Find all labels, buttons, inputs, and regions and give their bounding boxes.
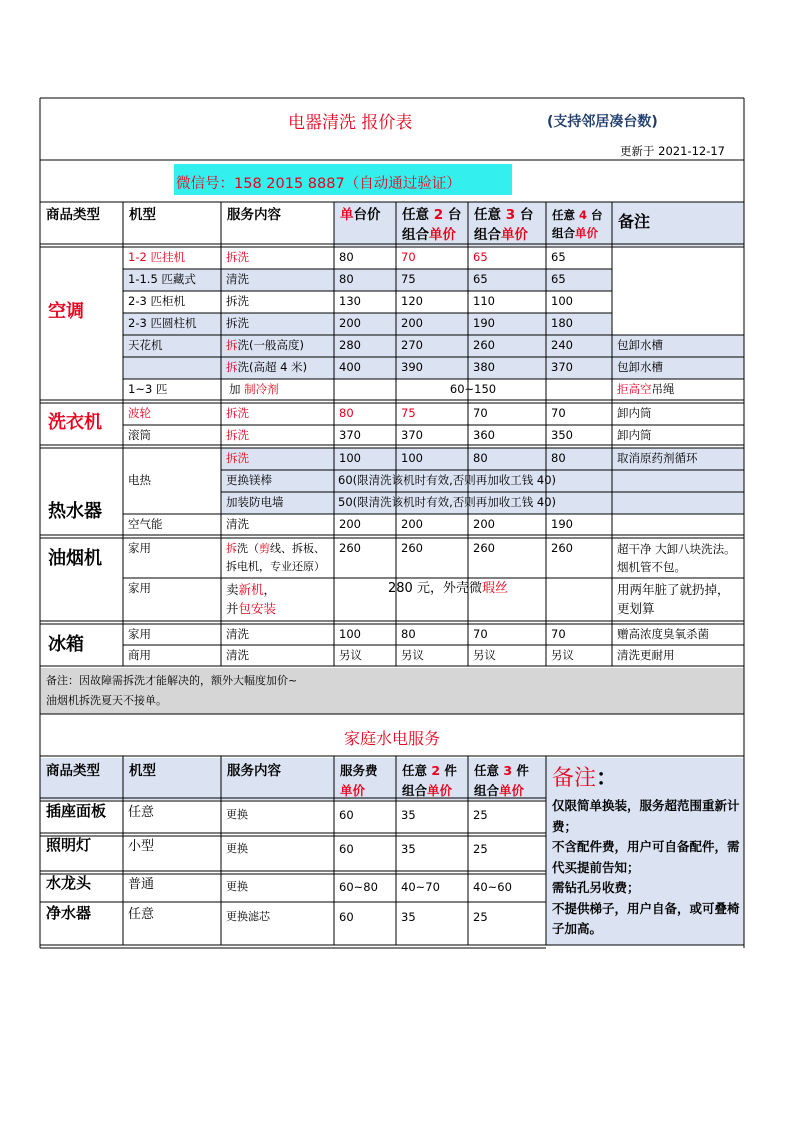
heater-category: 热水器 xyxy=(48,501,102,522)
ac-category: 空调 xyxy=(48,301,84,322)
heater-service: 清洗 xyxy=(226,517,249,531)
heater-price-4: 190 xyxy=(551,517,573,531)
ac-price-2: 200 xyxy=(396,313,468,335)
home-row-price-2: 35 xyxy=(401,910,416,924)
home-hdr-category: 商品类型 xyxy=(40,758,123,800)
ac-service: 清洗 xyxy=(221,269,334,291)
ac-price-4: 100 xyxy=(551,294,573,308)
washer-service: 拆洗 xyxy=(226,406,249,420)
washer-price-2: 75 xyxy=(401,406,416,420)
fridge-service: 清洗 xyxy=(226,648,249,662)
home-row-price-3: 25 xyxy=(473,910,488,924)
washer-note: 卸内筒 xyxy=(617,428,652,442)
ac-price-2: 390 xyxy=(396,357,468,379)
ac-model: 1-2 匹挂机 xyxy=(128,250,185,264)
home-row-price-1: 60 xyxy=(339,910,354,924)
home-row-category: 净水器 xyxy=(46,904,92,922)
updated-date: 更新于 2021-12-17 xyxy=(620,144,725,158)
home-note-line: 仅限简单换装，服务超范围重新计费； xyxy=(552,798,740,834)
washer-price-4: 350 xyxy=(551,428,573,442)
home-hdr-fee: 服务费 单价 xyxy=(334,758,396,800)
fridge-note: 清洗更耐用 xyxy=(617,648,675,662)
hood-model: 家用 xyxy=(128,541,151,555)
fridge-price-4: 另议 xyxy=(551,648,574,662)
home-row-service: 更换滤芯 xyxy=(226,910,270,923)
hood-service: 卖新机， 并包安装 xyxy=(226,582,277,616)
home-notes-title: 备注： xyxy=(552,766,619,791)
hood-price-1: 260 xyxy=(339,541,361,555)
home-note-line: 需钻孔另收费； xyxy=(552,880,640,895)
heater-price-3: 80 xyxy=(468,448,546,470)
heater-price-1: 200 xyxy=(339,517,361,531)
fridge-model: 商用 xyxy=(128,648,151,662)
home-hdr-any3: 任意 3 件 组合单价 xyxy=(468,758,546,800)
hood-sell-price: 280 元，外壳微瑕丝 xyxy=(388,581,508,596)
hdr-single-price: 单台价 xyxy=(334,202,396,246)
fridge-price-1: 另议 xyxy=(339,648,362,662)
fridge-price-4: 70 xyxy=(551,627,566,641)
washer-price-1: 370 xyxy=(339,428,361,442)
washer-price-2: 370 xyxy=(401,428,423,442)
ac-price-4: 370 xyxy=(546,357,612,379)
heater-note: 取消原药剂循环 xyxy=(612,448,744,470)
home-row-category: 水龙头 xyxy=(46,874,92,892)
home-row-model: 小型 xyxy=(128,839,155,854)
ac-price-1: 400 xyxy=(334,357,396,379)
hdr-remarks: 备注 xyxy=(612,202,744,246)
page-title: 电器清洗 报价表 xyxy=(288,113,413,133)
heater-price-2: 200 xyxy=(401,517,423,531)
ac-refrig-service: 加 制冷剂 xyxy=(229,382,279,396)
heater-price-1: 100 xyxy=(334,448,396,470)
ac-price-1: 130 xyxy=(339,294,361,308)
home-row-service: 更换 xyxy=(226,880,248,893)
washer-model: 滚筒 xyxy=(128,428,151,442)
ac-refrig-model: 1~3 匹 xyxy=(128,382,168,396)
fridge-price-1: 100 xyxy=(339,627,361,641)
hood-model: 家用 xyxy=(128,581,151,595)
heater-price-3: 200 xyxy=(473,517,495,531)
ac-price-3: 110 xyxy=(473,294,495,308)
ac-note: 包卸水槽 xyxy=(612,335,744,357)
fridge-note: 赠高浓度臭氧杀菌 xyxy=(617,627,709,641)
home-row-model: 普通 xyxy=(128,877,155,892)
heater-service: 更换镁棒 xyxy=(221,470,334,492)
home-row-price-2: 35 xyxy=(401,842,416,856)
hdr-any2: 任意 2 台 组合单价 xyxy=(396,202,468,246)
washer-price-4: 70 xyxy=(551,406,566,420)
heater-span-note: 60(限清洗该机时有效,否则再加收工钱 40) xyxy=(334,470,612,492)
ac-refrig-note: 拒高空吊绳 xyxy=(617,382,675,396)
heater-price-4: 80 xyxy=(546,448,612,470)
hdr-service: 服务内容 xyxy=(221,202,334,246)
ac-price-4: 65 xyxy=(551,250,566,264)
ac-model: 2-3 匹圆柱机 xyxy=(123,313,221,335)
footnote: 备注：因故障需拆洗才能解决的，额外大幅度加价~ 油烟机拆洗夏天不接单。 xyxy=(40,668,744,714)
ac-price-1: 280 xyxy=(334,335,396,357)
home-hdr-any2: 任意 2 件 组合单价 xyxy=(396,758,468,800)
ac-price-1: 80 xyxy=(334,269,396,291)
fridge-model: 家用 xyxy=(128,627,151,641)
fridge-price-2: 另议 xyxy=(401,648,424,662)
hood-price-3: 260 xyxy=(473,541,495,555)
ac-service: 拆洗(高超 4 米) xyxy=(221,357,334,379)
ac-model: 天花机 xyxy=(123,335,221,379)
home-row-price-3: 40~60 xyxy=(473,880,512,894)
fridge-category: 冰箱 xyxy=(48,634,84,655)
ac-price-4: 65 xyxy=(546,269,612,291)
ac-price-1: 200 xyxy=(334,313,396,335)
home-row-price-1: 60 xyxy=(339,808,354,822)
home-hdr-service: 服务内容 xyxy=(221,758,334,800)
home-row-price-3: 25 xyxy=(473,842,488,856)
title-note: (支持邻居凑台数) xyxy=(547,114,658,130)
ac-price-2: 75 xyxy=(396,269,468,291)
ac-price-3: 65 xyxy=(468,269,546,291)
ac-service: 拆洗 xyxy=(226,294,249,308)
wechat-contact: 微信号：158 2015 8887（自动通过验证） xyxy=(176,176,461,192)
home-hdr-model: 机型 xyxy=(123,758,221,800)
home-row-price-1: 60~80 xyxy=(339,880,378,894)
ac-note: 包卸水槽 xyxy=(612,357,744,379)
ac-price-2: 70 xyxy=(401,250,416,264)
hood-note: 用两年脏了就扔掉，更划算 xyxy=(617,582,730,616)
hdr-any3: 任意 3 台 组合单价 xyxy=(468,202,546,246)
hood-service: 拆洗（剪线、拆板、 拆电机，专业还原） xyxy=(226,542,325,573)
ac-refrig-price: 60~150 xyxy=(449,382,497,396)
hood-price-4: 260 xyxy=(551,541,573,555)
hood-category: 油烟机 xyxy=(48,548,102,569)
ac-price-3: 380 xyxy=(468,357,546,379)
washer-category: 洗衣机 xyxy=(48,412,102,433)
home-row-service: 更换 xyxy=(226,808,248,821)
ac-price-3: 190 xyxy=(468,313,546,335)
ac-price-2: 120 xyxy=(401,294,423,308)
hood-price-2: 260 xyxy=(401,541,423,555)
hdr-model: 机型 xyxy=(123,202,221,246)
ac-price-3: 260 xyxy=(468,335,546,357)
heater-span-note: 50(限清洗该机时有效,否则再加收工钱 40) xyxy=(334,492,612,514)
heater-electric-model: 电热 xyxy=(128,473,151,487)
ac-price-2: 270 xyxy=(396,335,468,357)
home-row-model: 任意 xyxy=(128,805,155,820)
hdr-any4: 任意 4 台 组合单价 xyxy=(546,202,612,246)
home-row-service: 更换 xyxy=(226,842,248,855)
washer-service: 拆洗 xyxy=(226,428,249,442)
fridge-service: 清洗 xyxy=(226,627,249,641)
home-row-price-1: 60 xyxy=(339,842,354,856)
washer-price-3: 70 xyxy=(473,406,488,420)
heater-service: 拆洗 xyxy=(221,448,334,470)
ac-price-3: 65 xyxy=(473,250,488,264)
home-row-category: 插座面板 xyxy=(46,802,107,820)
heater-price-2: 100 xyxy=(396,448,468,470)
ac-model: 1-1.5 匹藏式 xyxy=(123,269,221,291)
ac-service: 拆洗 xyxy=(226,250,249,264)
hdr-category: 商品类型 xyxy=(40,202,123,246)
fridge-price-3: 70 xyxy=(473,627,488,641)
washer-model: 波轮 xyxy=(128,406,151,420)
fridge-price-3: 另议 xyxy=(473,648,496,662)
home-row-price-2: 35 xyxy=(401,808,416,822)
ac-price-4: 180 xyxy=(546,313,612,335)
ac-price-4: 240 xyxy=(546,335,612,357)
ac-model: 2-3 匹柜机 xyxy=(128,294,185,308)
home-row-category: 照明灯 xyxy=(46,836,92,854)
washer-price-1: 80 xyxy=(339,406,354,420)
home-title: 家庭水电服务 xyxy=(343,729,440,748)
ac-price-1: 80 xyxy=(339,250,354,264)
heater-service: 加装防电墙 xyxy=(221,492,334,514)
home-row-model: 任意 xyxy=(128,907,155,922)
home-note-line: 不含配件费，用户可自备配件，需代买提前告知； xyxy=(552,839,740,875)
ac-service: 拆洗(一般高度) xyxy=(221,335,334,357)
washer-price-3: 360 xyxy=(473,428,495,442)
washer-note: 卸内筒 xyxy=(617,406,652,420)
fridge-price-2: 80 xyxy=(401,627,416,641)
home-row-price-2: 40~70 xyxy=(401,880,440,894)
hood-note: 超干净 大卸八块洗法。烟机管不包。 xyxy=(617,542,736,574)
ac-service: 拆洗 xyxy=(221,313,334,335)
heater-model: 空气能 xyxy=(128,517,163,531)
home-row-price-3: 25 xyxy=(473,808,488,822)
home-note-line: 不提供梯子，用户自备，或可叠椅子加高。 xyxy=(552,900,740,936)
